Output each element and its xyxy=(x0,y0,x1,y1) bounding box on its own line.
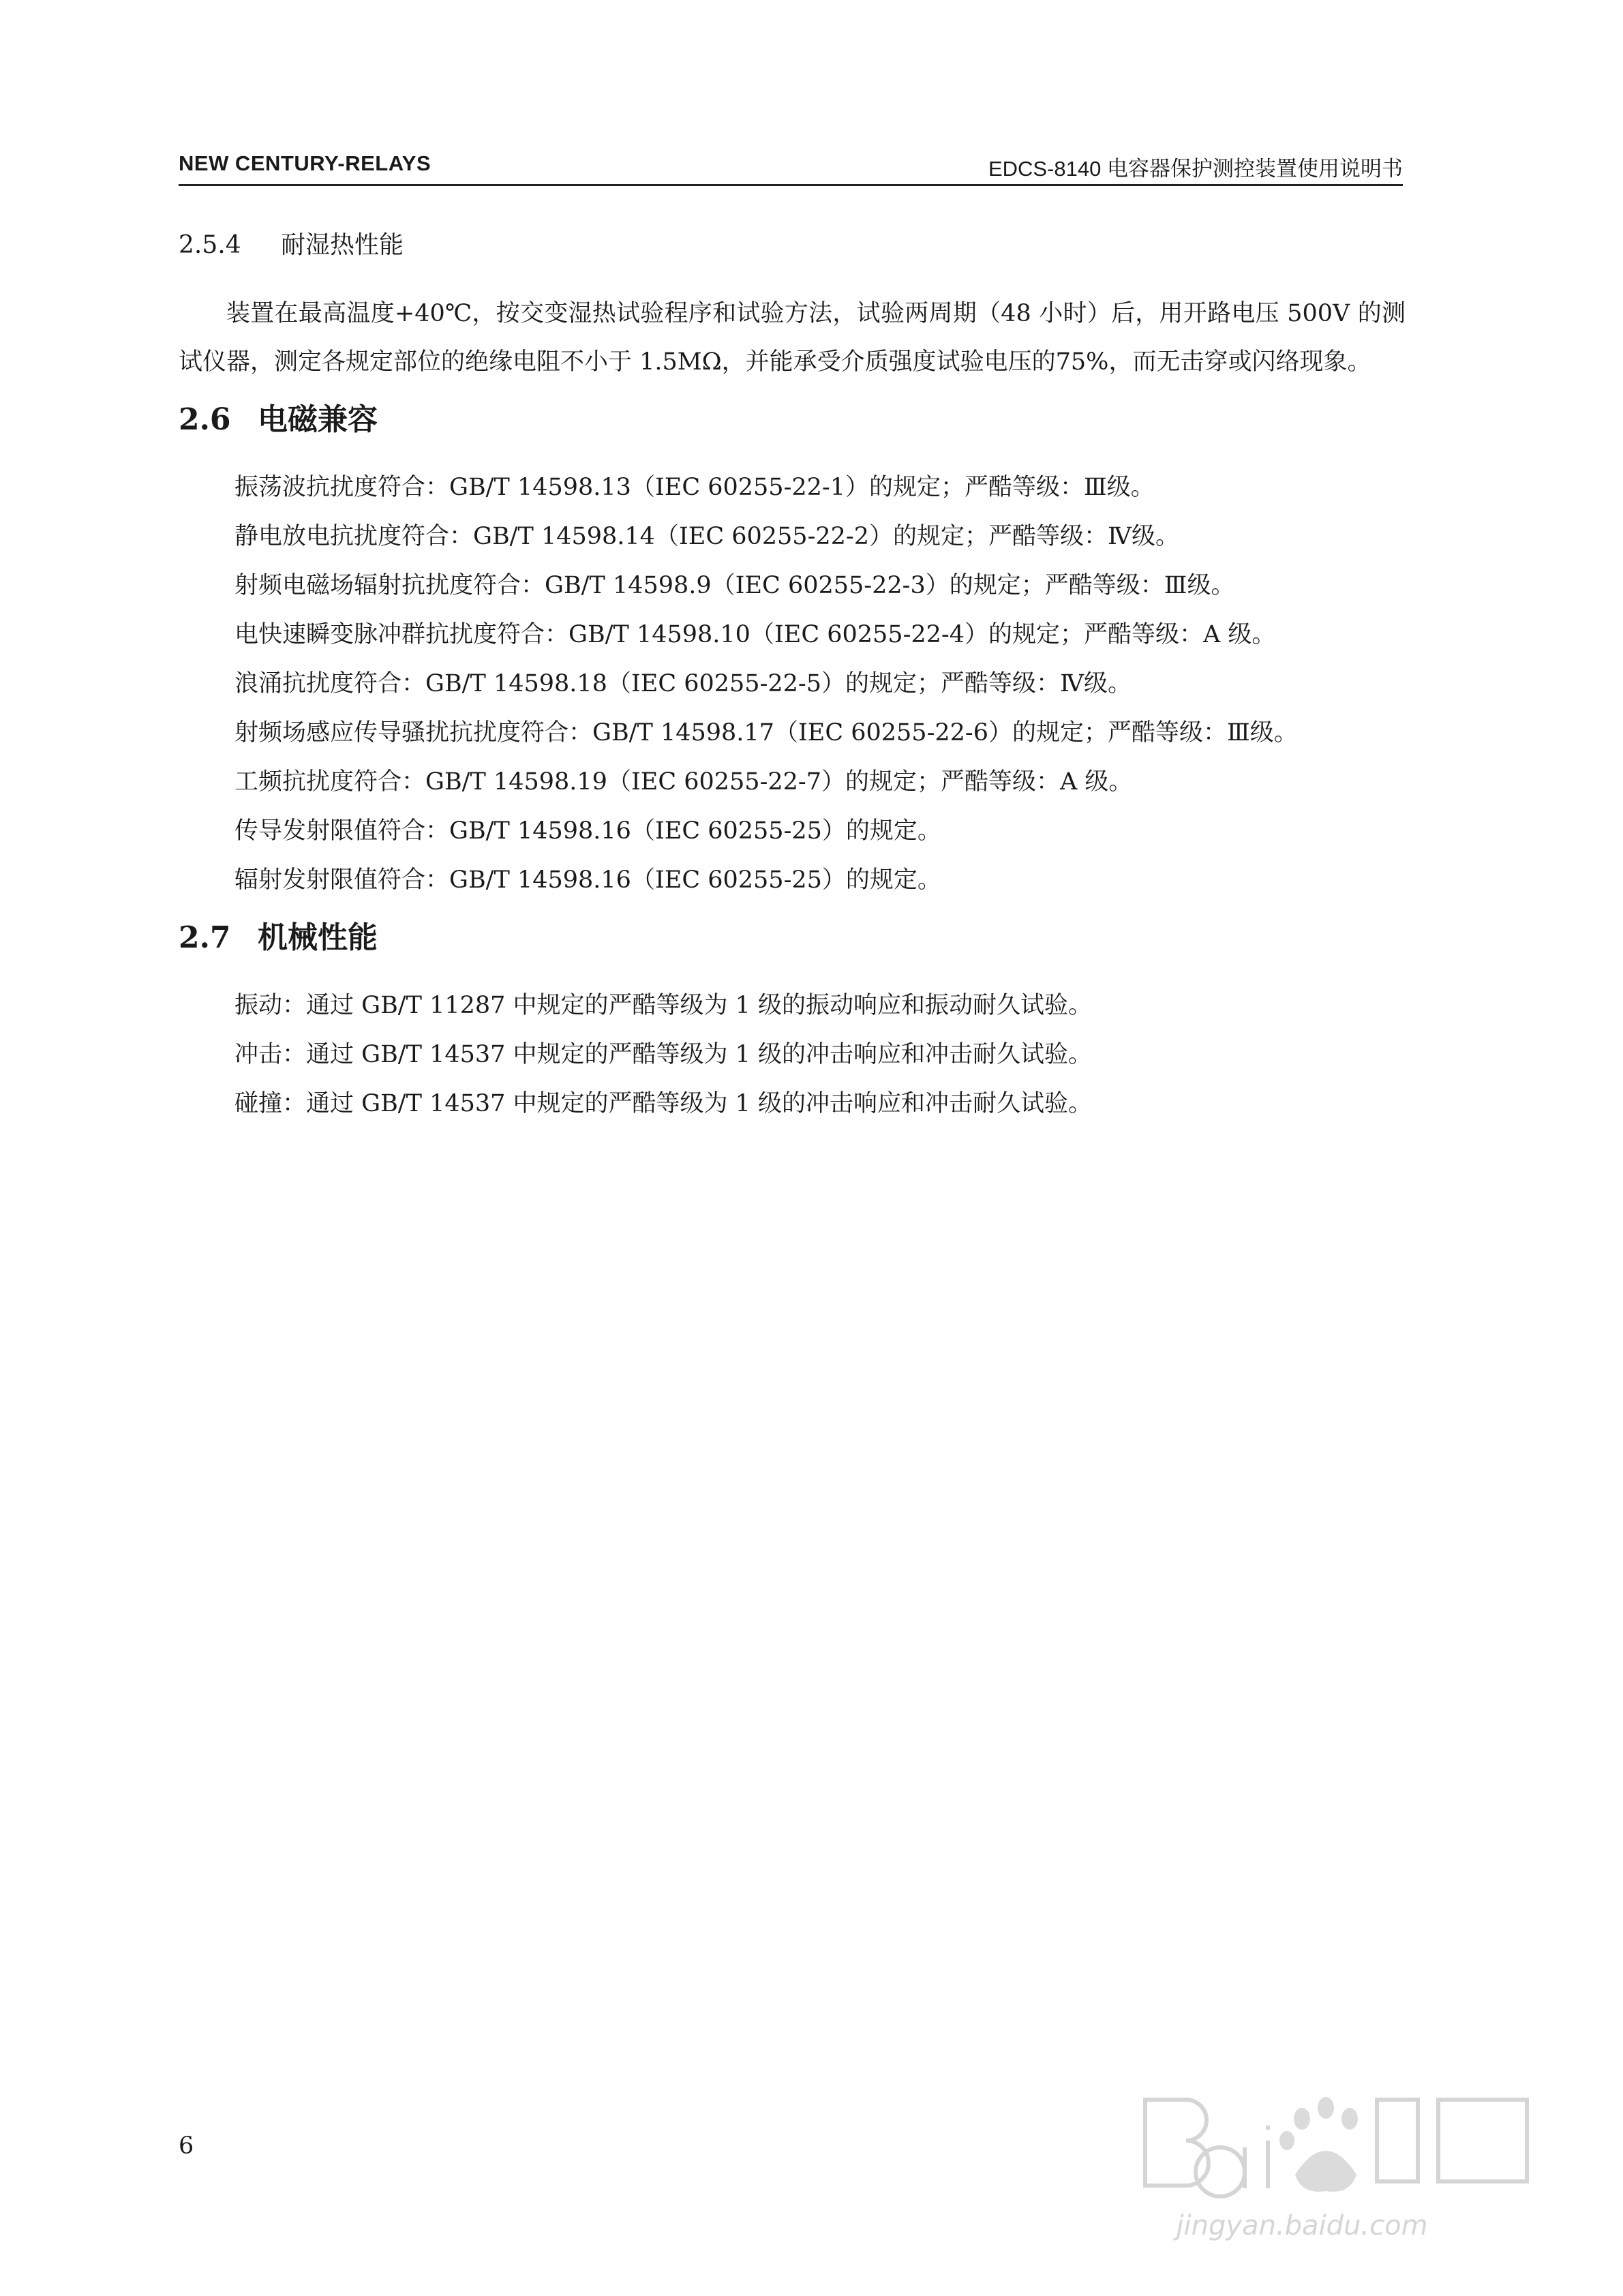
section-number: 2.7 xyxy=(179,920,231,955)
list-item: 射频电磁场辐射抗扰度符合：GB/T 14598.9（IEC 60255-22-3）的规定；严酷等级：Ⅲ级。 xyxy=(234,572,1235,599)
section-body-2-5-4: 装置在最高温度+40℃，按交变湿热试验程序和试验方法，试验两周期（48 小时）后，用开路电压 500V 的测试仪器，测定各规定部位的绝缘电阻不小于 1.5MΩ，并能承受介质强度试验电压的75%，而无击穿或闪络现象。 xyxy=(179,300,1406,376)
emc-list xyxy=(179,463,1406,905)
list-item: 工频抗扰度符合：GB/T 14598.19（IEC 60255-22-7）的规定；严酷等级：A 级。 xyxy=(234,768,1133,796)
page-content xyxy=(179,228,1406,1128)
section-title: 电磁兼容 xyxy=(258,402,378,437)
section-heading-2-7 xyxy=(179,914,1406,962)
list-item: 碰撞：通过 GB/T 14537 中规定的严酷等级为 1 级的冲击响应和冲击耐久试验。 xyxy=(234,1090,1093,1117)
list-item: 振动：通过 GB/T 11287 中规定的严酷等级为 1 级的振动响应和振动耐久试验。 xyxy=(234,992,1093,1019)
list-item: 辐射发射限值符合：GB/T 14598.16（IEC 60255-25）的规定。 xyxy=(234,866,941,894)
list-item: 振荡波抗扰度符合：GB/T 14598.13（IEC 60255-22-1）的规定；严酷等级：Ⅲ级。 xyxy=(234,474,1155,501)
list-item: 传导发射限值符合：GB/T 14598.16（IEC 60255-25）的规定。 xyxy=(234,817,941,845)
mechanical-list xyxy=(179,981,1406,1128)
section-number: 2.5.4 xyxy=(179,231,241,259)
header-doc-title: EDCS-8140 电容器保护测控装置使用说明书 xyxy=(988,157,1403,181)
section-number: 2.6 xyxy=(179,402,231,437)
section-heading-2-5-4 xyxy=(179,228,1406,262)
list-item: 冲击：通过 GB/T 14537 中规定的严酷等级为 1 级的冲击响应和冲击耐久试验。 xyxy=(234,1041,1093,1068)
list-item: 静电放电抗扰度符合：GB/T 14598.14（IEC 60255-22-2）的规定；严酷等级：Ⅳ级。 xyxy=(234,523,1179,550)
section-title: 耐湿热性能 xyxy=(281,231,404,259)
svg-text:jingyan.baidu.com: jingyan.baidu.com xyxy=(1176,2210,1428,2241)
list-item: 浪涌抗扰度符合：GB/T 14598.18（IEC 60255-22-5）的规定；严酷等级：Ⅳ级。 xyxy=(234,670,1132,697)
header-company: NEW CENTURY-RELAYS xyxy=(179,151,431,175)
page-number: 6 xyxy=(179,2132,194,2160)
list-item: 射频场感应传导骚扰抗扰度符合：GB/T 14598.17（IEC 60255-22-6）的规定；严酷等级：Ⅲ级。 xyxy=(234,719,1298,746)
page-header xyxy=(179,149,1403,186)
section-title: 机械性能 xyxy=(258,920,378,955)
baidu-watermark-logo xyxy=(1132,2072,1554,2250)
section-heading-2-6 xyxy=(179,396,1406,444)
list-item: 电快速瞬变脉冲群抗扰度符合：GB/T 14598.10（IEC 60255-22-4）的规定；严酷等级：A 级。 xyxy=(234,621,1276,648)
